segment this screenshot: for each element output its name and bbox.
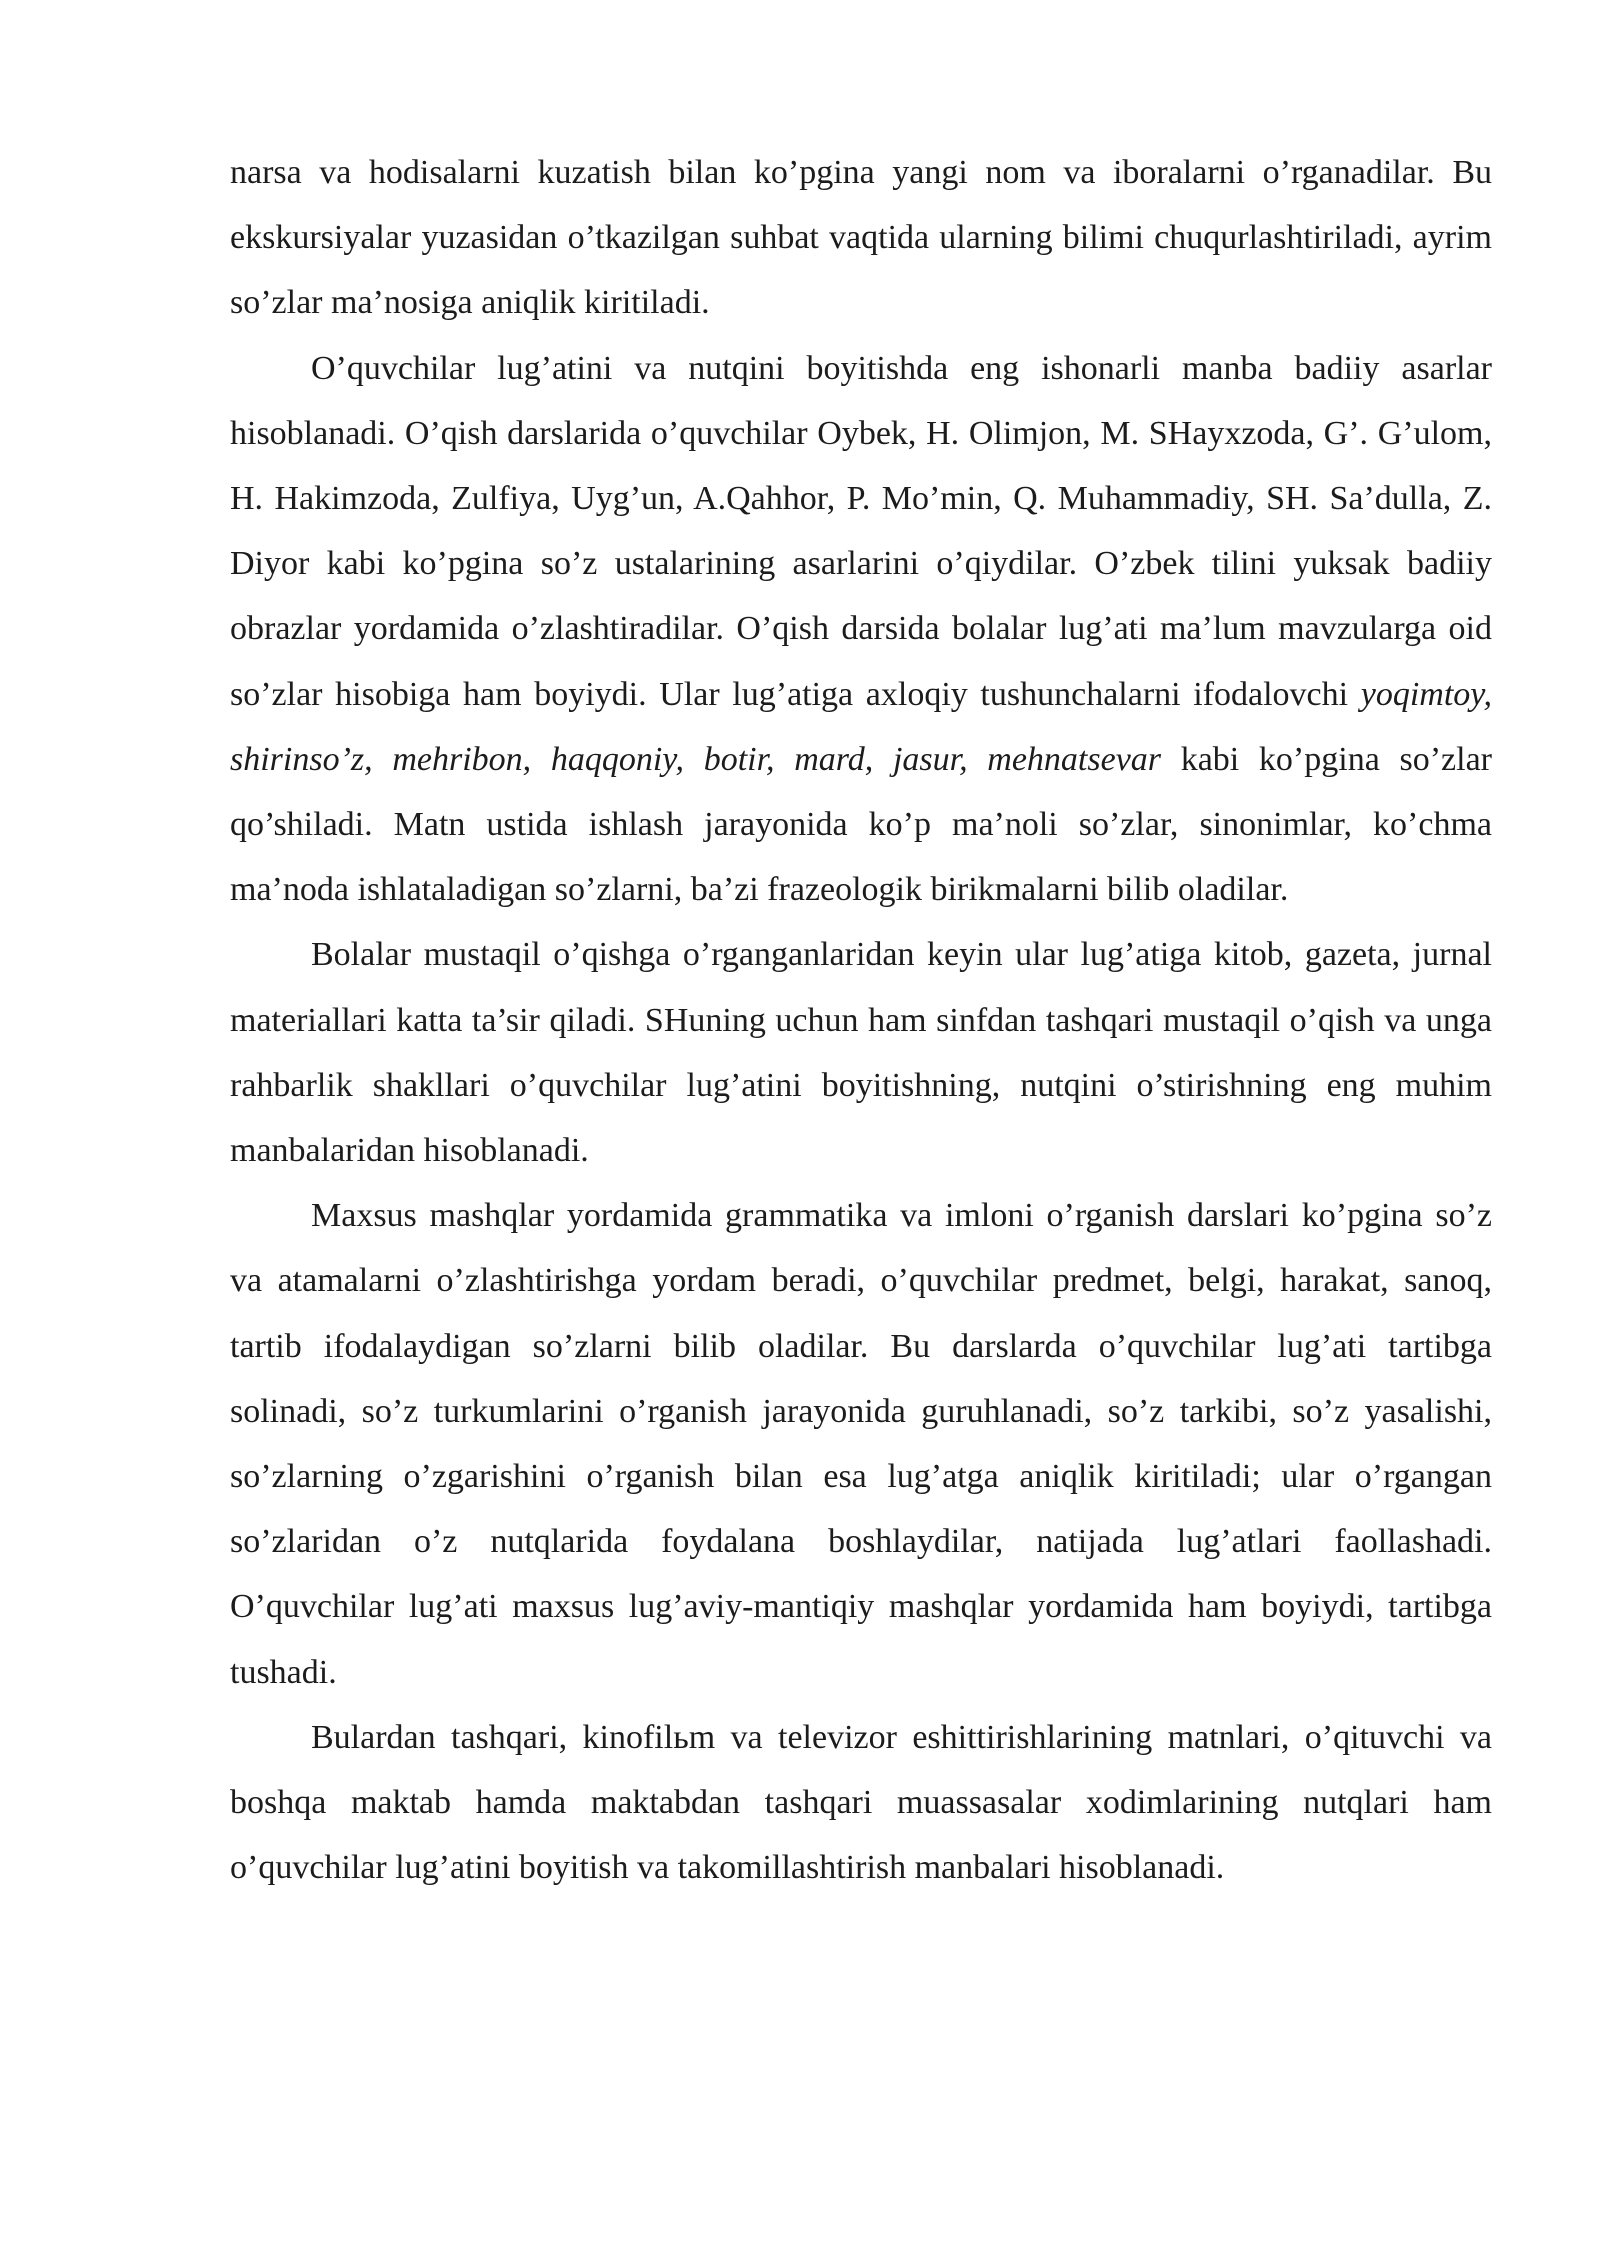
paragraph-text: kabi ko’pgina so’zlar qo’shiladi. Matn ustida ishlash jarayonida ko’p ma’noli so’zlar, sinonimlar, ko’chma ma’noda ishlataladigan so’zlarni, ba’zi frazeologik birikmalarni bilib oladilar. bbox=[230, 740, 1492, 909]
paragraph-other-sources: Bulardan tashqari, kinofilьm va televizor eshittirishlarining matnlari, o’qituvchi va boshqa maktab hamda maktabdan tashqari muassasalar xodimlarining nutqlari ham o’quvchilar lug’atini boyitish va takomillashtirish manbalari hisoblanadi. bbox=[230, 1718, 1492, 1887]
paragraph-text: O’quvchilar lug’atini va nutqini boyitishda eng ishonarli manba badiiy asarlar hisoblanadi. O’qish darslarida o’quvchilar Oybek, H. Olimjon, M. SHayxzoda, G’. G’ulom, H. Hakimzoda, Zulfiya, Uyg’un, A.Qahhor, P. Mo’min, Q. Muhammadiy, SH. Sa’dulla, Z. Diyor kabi ko’pgina so’z ustalarining asarlarini o’qiydilar. O’zbek tilini yuksak badiiy obrazlar yordamida o’zlashtiradilar. O’qish darsida bolalar lug’ati ma’lum mavzularga oid so’zlar hisobiga ham boyiydi. Ular lug’atiga axloqiy tushunchalarni ifodalovchi bbox=[230, 349, 1492, 713]
paragraph-independent-reading: Bolalar mustaqil o’qishga o’rganganlaridan keyin ular lug’atiga kitob, gazeta, jurnal materiallari katta ta’sir qiladi. SHuning uchun ham sinfdan tashqari mustaqil o’qish va unga rahbarlik shakllari o’quvchilar lug’atini boyitishning, nutqini o’stirishning eng muhim manbalaridan hisoblanadi. bbox=[230, 936, 1492, 1170]
paragraph-literature-sources bbox=[230, 336, 1492, 923]
paragraph-continuation: narsa va hodisalarni kuzatish bilan ko’pgina yangi nom va iboralarni o’rganadilar. Bu ekskursiyalar yuzasidan o’tkazilgan suhbat vaqtida ularning bilimi chuqurlashtiriladi, ayrim so’zlar ma’nosiga aniqlik kiritiladi. bbox=[230, 154, 1492, 322]
paragraph-grammar-exercises: Maxsus mashqlar yordamida grammatika va imloni o’rganish darslari ko’pgina so’z va atamalarni o’zlashtirishga yordam beradi, o’quvchilar predmet, belgi, harakat, sanoq, tartib ifodalaydigan so’zlarni bilib oladilar. Bu darslarda o’quvchilar lug’ati tartibga solinadi, so’z turkumlarini o’rganish jarayonida guruhlanadi, so’z tarkibi, so’z yasalishi, so’zlarning o’zgarishini o’rganish bilan esa lug’atga aniqlik kiritiladi; ular o’rgangan so’zlaridan o’z nutqlarida foydalana boshlaydilar, natijada lug’atlari faollashadi. O’quvchilar lug’ati maxsus lug’aviy-mantiqiy mashqlar yordamida ham boyiydi, tartibga tushadi. bbox=[230, 1197, 1492, 1691]
document-page bbox=[230, 140, 1492, 1900]
italic-word-list: yoqimtoy, shirinso’z, mehribon, haqqoniy, botir, mard, jasur, mehnatsevar bbox=[230, 675, 1492, 778]
